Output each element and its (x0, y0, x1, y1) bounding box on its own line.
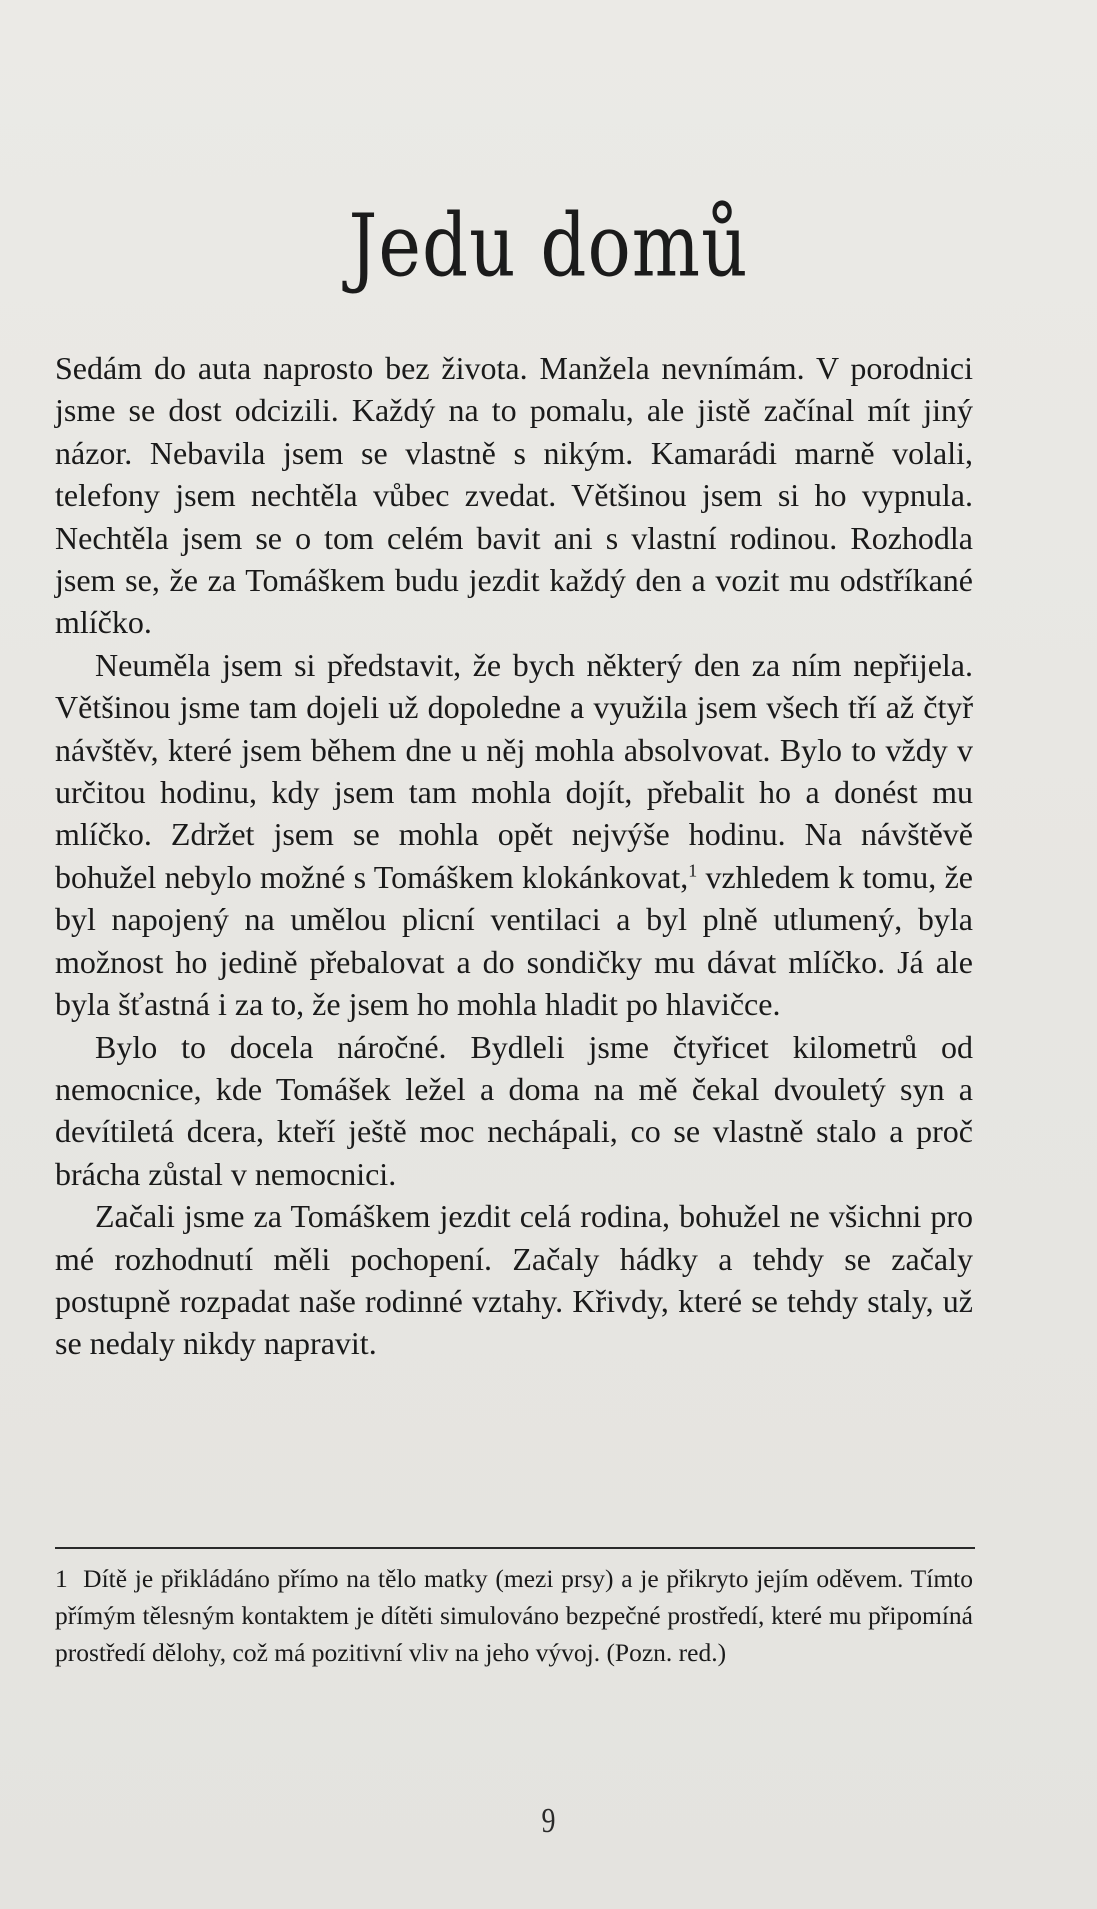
paragraph (55, 644, 973, 1026)
chapter-body (55, 347, 973, 1365)
footnote-divider (55, 1547, 975, 1549)
paragraph: Sedám do auta naprosto bez života. Manžela nevnímám. V porodnici jsme se dost odcizili. Každý na to pomalu, ale jistě začínal mít jiný názor. Nebavila jsem se vlastně s nikým. Kamarádi marně volali, telefony jsem nechtěla vůbec zvedat. Většinou jsem si ho vypnula. Nechtěla jsem se o tom celém bavit ani s vlastní rodinou. Rozhodla jsem se, že za Tomáškem budu jezdit každý den a vozit mu odstříkané mlíčko. (55, 350, 973, 641)
footnote-text: Dítě je přikládáno přímo na tělo matky (mezi prsy) a je přikryto jejím oděvem. Tímto přímým tělesným kontaktem je dítěti simulováno bezpečné prostředí, které mu připomíná prostředí dělohy, což má pozitivní vliv na jeho vývoj. (Pozn. red.) (55, 1564, 973, 1667)
footnote-reference: 1 (688, 860, 698, 881)
paragraph-text: Neuměla jsem si představit, že bych některý den za ním nepřijela. Většinou jsme tam dojeli už dopoledne a využila jsem všech tří až čtyř návštěv, které jsem během dne u něj mohla absolvovat. Bylo to vždy v určitou hodinu, kdy jsem tam mohla dojít, přebalit ho a donést mu mlíčko. Zdržet jsem se mohla opět nejvýše hodinu. Na návštěvě bohužel nebylo možné s Tomáškem klokánkovat, (55, 646, 973, 895)
paragraph-text: vzhledem k tomu, že byl napojený na umělou plicní ventilaci a byl plně utlumený, byla možnost ho jedině přebalovat a do sondičky mu dávat mlíčko. Já ale byla šťastná i za to, že jsem ho mohla hladit po hlavičce. (55, 858, 974, 1023)
footnote (55, 1560, 973, 1671)
paragraph: Začali jsme za Tomáškem jezdit celá rodina, bohužel ne všichni pro mé rozhodnutí měli pochopení. Začaly hádky a tehdy se začaly postupně rozpadat naše rodinné vztahy. Křivdy, které se tehdy staly, už se nedaly nikdy napravit. (55, 1198, 973, 1362)
page-number: 9 (541, 1802, 556, 1841)
paragraph: Bylo to docela náročné. Bydleli jsme čtyřicet kilometrů od nemocnice, kde Tomášek ležel a doma na mě čekal dvouletý syn a devítiletá dcera, kteří ještě moc nechápali, co se vlastně stalo a proč brácha zůstal v nemocnici. (55, 1028, 973, 1192)
chapter-title: Jedu domů (348, 195, 749, 296)
footnote-number: 1 (55, 1564, 68, 1593)
